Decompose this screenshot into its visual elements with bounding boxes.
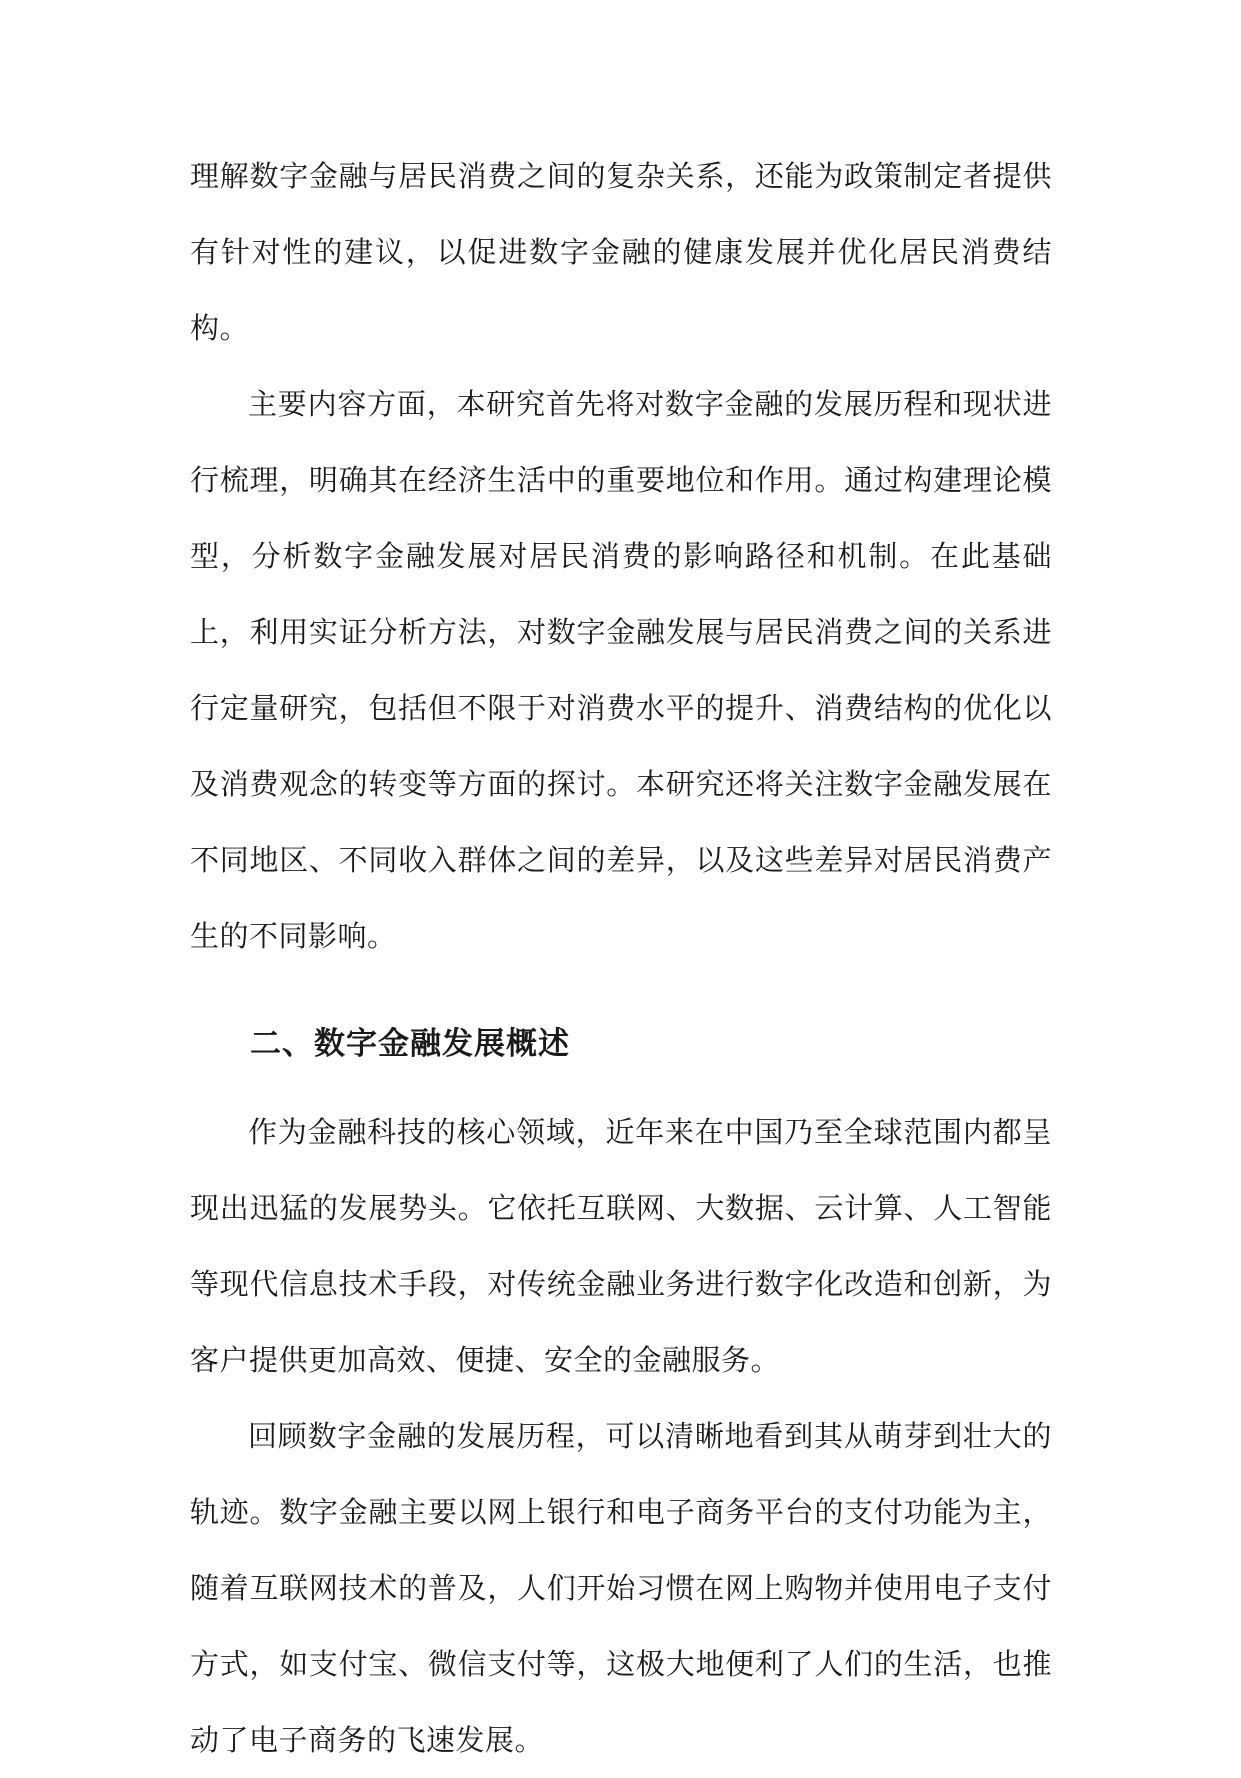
paragraph-overview: 作为金融科技的核心领域，近年来在中国乃至全球范围内都呈现出迅猛的发展势头。它依托互联网、大数据、云计算、人工智能等现代信息技术手段，对传统金融业务进行数字化改造和创新，为客户提供更加高效、便捷、安全的金融服务。 [190,1115,1052,1377]
paragraph-continued: 理解数字金融与居民消费之间的复杂关系，还能为政策制定者提供有针对性的建议，以促进数字金融的健康发展并优化居民消费结构。 [190,159,1052,345]
document-body [190,138,1052,1778]
paragraph-history: 回顾数字金融的发展历程，可以清晰地看到其从萌芽到壮大的轨迹。数字金融主要以网上银行和电子商务平台的支付功能为主，随着互联网技术的普及，人们开始习惯在网上购物并使用电子支付方式，如支付宝、微信支付等，这极大地便利了人们的生活，也推动了电子商务的飞速发展。 [190,1419,1052,1757]
paragraph-main-content: 主要内容方面，本研究首先将对数字金融的发展历程和现状进行梳理，明确其在经济生活中的重要地位和作用。通过构建理论模型，分析数字金融发展对居民消费的影响路径和机制。在此基础上，利用实证分析方法，对数字金融发展与居民消费之间的关系进行定量研究，包括但不限于对消费水平的提升、消费结构的优化以及消费观念的转变等方面的探讨。本研究还将关注数字金融发展在不同地区、不同收入群体之间的差异，以及这些差异对居民消费产生的不同影响。 [190,387,1052,953]
section-heading: 二、数字金融发展概述 [250,1026,570,1062]
